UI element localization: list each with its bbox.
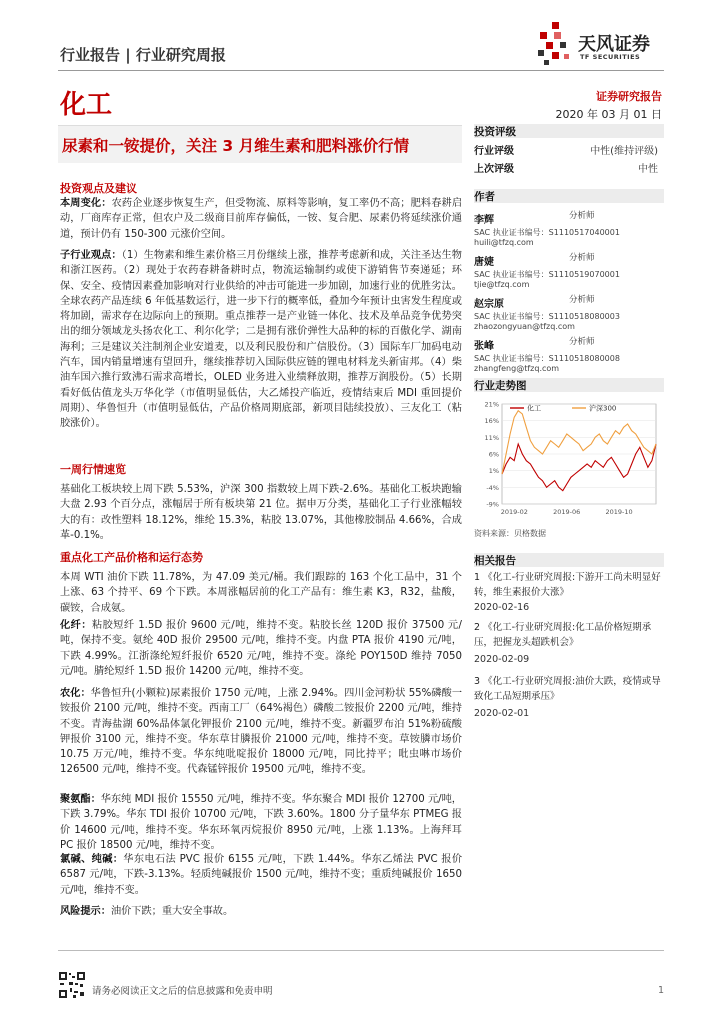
chart-legend [510, 404, 616, 413]
label-agrochem: 农化： [60, 688, 91, 699]
related-item[interactable] [474, 674, 664, 708]
text-polyurethane: 华东纯 MDI 报价 15550 元/吨，维持不变。华东聚合 MDI 报价 12700 元/吨，下跌 3.79%。华东 TDI 报价 10700 元/吨，下跌 3.60%。1800 分子量华东 PTMEG 报价 14600 元/吨，维持不变。华东环氧丙烷报价 8950 元/吨，上涨 1.13%。上海拜耳 PC 报价 18500 元/吨，维持不变。 [60, 794, 462, 851]
chart-y-tick-label: 1% [488, 467, 499, 476]
author-sac: SAC 执业证书编号：S1110518080008 [474, 354, 620, 363]
label-fiber: 化纤： [60, 620, 92, 631]
text-chloralkali: 华东电石法 PVC 报价 6155 元/吨，下跌 1.44%。华东乙烯法 PVC 报价 6587 元/吨，下跌-3.13%。轻质纯碱报价 1500 元/吨，维持不变；重质纯碱报价 1650 元/吨，维持不变。 [60, 854, 463, 896]
chart-x-tick-label: 2019-02 [500, 508, 528, 516]
label-risk: 风险提示： [60, 906, 111, 917]
related-date: 2020-02-09 [474, 654, 530, 665]
author-item [474, 292, 664, 334]
chart-legend-label: 化工 [527, 404, 541, 413]
author-name: 张峰 [474, 341, 494, 352]
author-name: 赵宗原 [474, 299, 504, 310]
label-polyurethane: 聚氨酯： [60, 794, 101, 805]
author-role: 分析师 [569, 253, 595, 263]
author-block [474, 208, 664, 376]
industry-rating-row [474, 142, 664, 157]
chart-y-tick-label: 6% [488, 450, 499, 459]
author-email[interactable]: zhaozongyuan@tfzq.com [474, 322, 575, 331]
footer-divider [58, 950, 664, 951]
label-weekly-change: 本周变化： [60, 198, 112, 209]
text-subindustry: （1）生物素和维生素价格三月份继续上涨，推荐考虑新和成，关注圣达生物和浙江医药。（2）现处于农药春耕备耕时点，物流运输制约或使下游销售节奏递延；环保、安全、疫情因素叠加影响对行业供给的冲击可能进一步加剧，加速行业的优胜劣汰。全球农药产品连续 6 年低基数运行，进一步下行的概率低，叠加今年预计虫害发生程度或将加剧，需求存在边际向上的预期。重点推荐一是产业链一体化、技术及单品竞争优势突出的细分领域龙头扬农化工、利尔化学；二是拥有涨价弹性大品种的标的百傲化学、湖南海利；三是建议关注制剂企业安道麦，以及利民股份和广信股份。（3）国际车厂加码电动汽车，国内销量增速有望回升，继续推荐切入国际供应链的锂电材料龙头新宙邦。（4）柴油车国六推行致沸石需求高增长，OLED 业务进入业绩释放期，推荐万润股份。（5）长期看好低估值龙头万华化学（市值明显低估，大乙烯投产临近，疫情结束后 MDI 重回提价周期）、华鲁恒升（市值明显低估，产品价格周期底部，新项目陆续投放）、三友化工（粘胶涨价）。 [60, 250, 462, 430]
prev-rating-row [474, 160, 664, 175]
author-email[interactable]: tjie@tfzq.com [474, 280, 530, 289]
section-heading-products: 重点化工产品价格和运行态势 [60, 551, 203, 564]
chart-y-ticks [485, 401, 499, 509]
chart-legend-label: 沪深300 [589, 404, 617, 413]
paragraph-chloralkali [60, 852, 462, 898]
author-item [474, 250, 664, 292]
related-title[interactable]: 3 《化工-行业研究周报:油价大跌，疫情或导致化工品短期承压》 [474, 676, 661, 702]
related-heading: 相关报告 [474, 555, 516, 567]
text-risk: 油价下跌；重大安全事故。 [110, 906, 234, 917]
chart-series-lines [502, 411, 656, 491]
author-email[interactable]: zhangfeng@tfzq.com [474, 364, 560, 373]
author-name: 唐婕 [474, 257, 494, 268]
chart-y-tick-label: 21% [484, 400, 499, 409]
related-title[interactable]: 2 《化工-行业研究周报:化工品价格短期承压，把握龙头超跌机会》 [474, 622, 652, 648]
text-fiber: 粘胶短纤 1.5D 报价 9600 元/吨，维持不变。粘胶长丝 120D 报价 37500 元/吨，保持不变。氨纶 40D 报价 29500 元/吨，维持不变。内盘 PTA 报价 4190 元/吨，下跌 4.99%。江浙涤纶短纤报价 6520 元/吨，维持不变。涤纶 POY150D 维持 7050 元/吨。腈纶短纤 1.5D 报价 14200 元/吨，维持不变。 [60, 620, 462, 677]
text-agrochem: 华鲁恒升(小颗粒)尿素报价 1750 元/吨，上涨 2.94%。四川金河粉状 55%磷酸一铵报价 2100 元/吨，维持不变。西南工厂（64%褐色）磷酸二铵报价 2200 元/吨，维持不变。青海盐湖 60%晶体氯化钾报价 2100 元/吨，维持不变。新疆罗布泊 51%粉硫酸钾报价 3100 元，维持不变。华东草甘膦报价 21000 元/吨，维持不变。草铵膦市场价 10.75 万元/吨，维持不变。华东纯吡啶报价 18000 元/吨，同比持平；吡虫啉市场价 126500 元/吨，维持不变。代森锰锌报价 19500 元/吨，维持不变。 [60, 688, 463, 776]
chart-y-tick-label: -4% [486, 483, 499, 492]
chart-grid [502, 404, 656, 504]
related-item[interactable] [474, 620, 664, 654]
related-title[interactable]: 1 《化工-行业研究周报:下游开工尚未明显好转，维生素报价大涨》 [474, 572, 661, 598]
author-sac: SAC 执业证书编号：S1110519070001 [474, 270, 620, 279]
footer-disclaimer: 请务必阅读正文之后的信息披露和免责申明 [92, 986, 273, 997]
section-heading-investment: 投资观点及建议 [60, 182, 137, 195]
author-sac: SAC 执业证书编号：S1110518080003 [474, 312, 620, 321]
paragraph-risk [60, 904, 462, 919]
tf-logo-icon [532, 18, 578, 68]
chart-x-tick-label: 2019-06 [553, 508, 581, 516]
related-date: 2020-02-16 [474, 602, 530, 613]
sector-title: 化工 [60, 90, 113, 120]
label-subindustry: 子行业观点： [60, 250, 122, 261]
logo-name-en: TF SECURITIES [580, 53, 641, 61]
paragraph-market [60, 482, 462, 543]
prev-rating-value: 中性 [638, 164, 658, 175]
logo-name-cn: 天风证券 [578, 34, 650, 55]
industry-rating-label: 行业评级 [474, 146, 514, 157]
paragraph-weekly-change [60, 196, 462, 242]
author-role: 分析师 [569, 295, 595, 305]
report-date: 2020 年 03 月 01 日 [555, 108, 662, 121]
text-products: 本周 WTI 油价下跌 11.78%，为 47.09 美元/桶。我们跟踪的 163 个化工品中，31 个上涨、63 个持平、69 个下跌。本周涨幅居前的化工产品有：维生素 K3，R32，盐酸，碳铵，合成氨。 [60, 572, 462, 614]
paragraph-polyurethane [60, 792, 462, 853]
prev-rating-label: 上次评级 [474, 164, 514, 175]
chart-y-tick-label: 16% [484, 417, 499, 426]
author-sac: SAC 执业证书编号：S1110517040001 [474, 228, 620, 237]
rating-heading: 投资评级 [474, 126, 516, 138]
author-role: 分析师 [569, 211, 595, 221]
chart-series-line [502, 444, 656, 491]
author-item [474, 334, 664, 376]
report-category: 行业报告 | 行业研究周报 [60, 46, 226, 64]
trend-heading: 行业走势图 [474, 380, 527, 392]
author-email[interactable]: huili@tfzq.com [474, 238, 534, 247]
text-weekly-change: 农药企业逐步恢复生产，但受物流、原料等影响，复工率仍不高；肥料春耕启动，厂商库存正常，但农户及二级商目前库存偏低，一铵、复合肥、尿素仍将延续涨价通道，预计仍有 150-300 元涨价空间。 [60, 198, 463, 240]
qr-code-icon [58, 971, 86, 999]
text-market: 基础化工板块较上周下跌 5.53%，沪深 300 指数较上周下跌-2.6%。基础化工板块跑输大盘 2.93 个百分点，涨幅居于所有板块第 21 位。据申万分类，基础化工子行业涨幅较大的有：改性塑料 18.12%，维纶 15.3%，粘胶 13.07%，其他橡胶制品 4.66%，合成革-0.1%。 [60, 484, 462, 541]
chart-series-line [502, 411, 656, 474]
chart-y-tick-label: -9% [486, 500, 499, 509]
industry-trend-chart [474, 396, 664, 522]
report-title: 尿素和一铵提价，关注 3 月维生素和肥料涨价行情 [62, 137, 410, 155]
related-list [474, 570, 664, 719]
author-name: 李辉 [474, 215, 494, 226]
related-date: 2020-02-01 [474, 708, 530, 719]
chart-source: 资料来源：贝格数据 [474, 529, 546, 538]
author-role: 分析师 [569, 337, 595, 347]
chart-x-ticks [501, 508, 633, 516]
chart-y-tick-label: 11% [484, 433, 499, 442]
header-divider [58, 70, 664, 71]
industry-rating-value: 中性(维持评级) [590, 146, 658, 157]
label-chloralkali: 氯碱、纯碱： [60, 854, 124, 865]
author-item [474, 208, 664, 250]
authors-heading: 作者 [474, 191, 495, 203]
paragraph-fiber [60, 618, 462, 679]
chart-x-tick-label: 2019-10 [605, 508, 633, 516]
page-number: 1 [657, 985, 664, 996]
paragraph-agrochem [60, 686, 462, 778]
paragraph-subindustry [60, 248, 462, 432]
section-heading-market: 一周行情速览 [60, 463, 126, 476]
report-type: 证券研究报告 [596, 90, 662, 103]
paragraph-products [60, 570, 462, 616]
